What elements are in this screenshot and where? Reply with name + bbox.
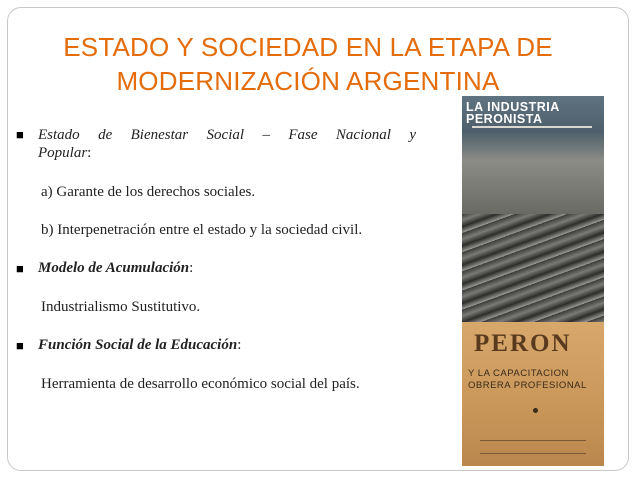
title-line-2: MODERNIZACIÓN ARGENTINA — [116, 66, 500, 96]
title-line-1: ESTADO Y SOCIEDAD EN LA ETAPA DE — [63, 32, 553, 62]
bullet-marker-icon: ■ — [16, 127, 24, 142]
bullet-marker-icon: ■ — [16, 261, 24, 276]
collage-image — [462, 96, 604, 466]
booklet-footer — [480, 440, 586, 454]
bullet-heading-suffix: : — [87, 145, 92, 161]
car-factory-photo — [462, 214, 604, 322]
sub-item-interpenetracion: b) Interpenetración entre el estado y la sociedad civil. — [41, 222, 363, 238]
bullet-heading-text: Función Social de la Educación — [38, 337, 238, 353]
bullet-heading-cont-text: Popular — [38, 145, 88, 161]
cover-title-line-2: PERONISTA — [466, 112, 543, 126]
booklet-title: PERON — [474, 330, 572, 357]
industria-peronista-cover — [462, 96, 604, 214]
peron-booklet-cover — [462, 322, 604, 466]
bullet-heading-text: Estado de Bienestar Social – Fase Nacional y — [38, 127, 416, 143]
sub-item-derechos: a) Garante de los derechos sociales. — [41, 184, 256, 200]
bullet-heading-text: Modelo de Acumulación — [38, 260, 190, 276]
sub-item-industrialismo: Industrialismo Sustitutivo. — [41, 299, 201, 315]
booklet-subtitle-line-2: OBRERA PROFESIONAL — [468, 380, 587, 391]
bullet-funcion-educacion — [16, 337, 416, 354]
bullet-heading-cont — [38, 144, 416, 162]
bullet-modelo-acumulacion — [16, 260, 416, 277]
bullet-heading — [38, 126, 416, 144]
sub-item-herramienta: Herramienta de desarrollo económico social del país. — [41, 376, 360, 392]
cover-strip — [472, 126, 592, 128]
bullet-estado-bienestar — [16, 126, 416, 162]
booklet-subtitle — [468, 368, 598, 392]
booklet-dot — [533, 408, 538, 413]
bullet-heading-suffix: : — [237, 337, 242, 353]
bullet-heading — [38, 260, 189, 276]
cover-title-line-1: LA INDUSTRIA — [466, 100, 560, 114]
cover-title — [466, 101, 560, 125]
slide-title — [20, 30, 596, 98]
slide-body — [16, 126, 416, 394]
bullet-heading-suffix: : — [189, 260, 194, 276]
bullet-heading — [38, 337, 237, 353]
bullet-marker-icon: ■ — [16, 338, 24, 353]
booklet-subtitle-line-1: Y LA CAPACITACION — [468, 368, 569, 379]
